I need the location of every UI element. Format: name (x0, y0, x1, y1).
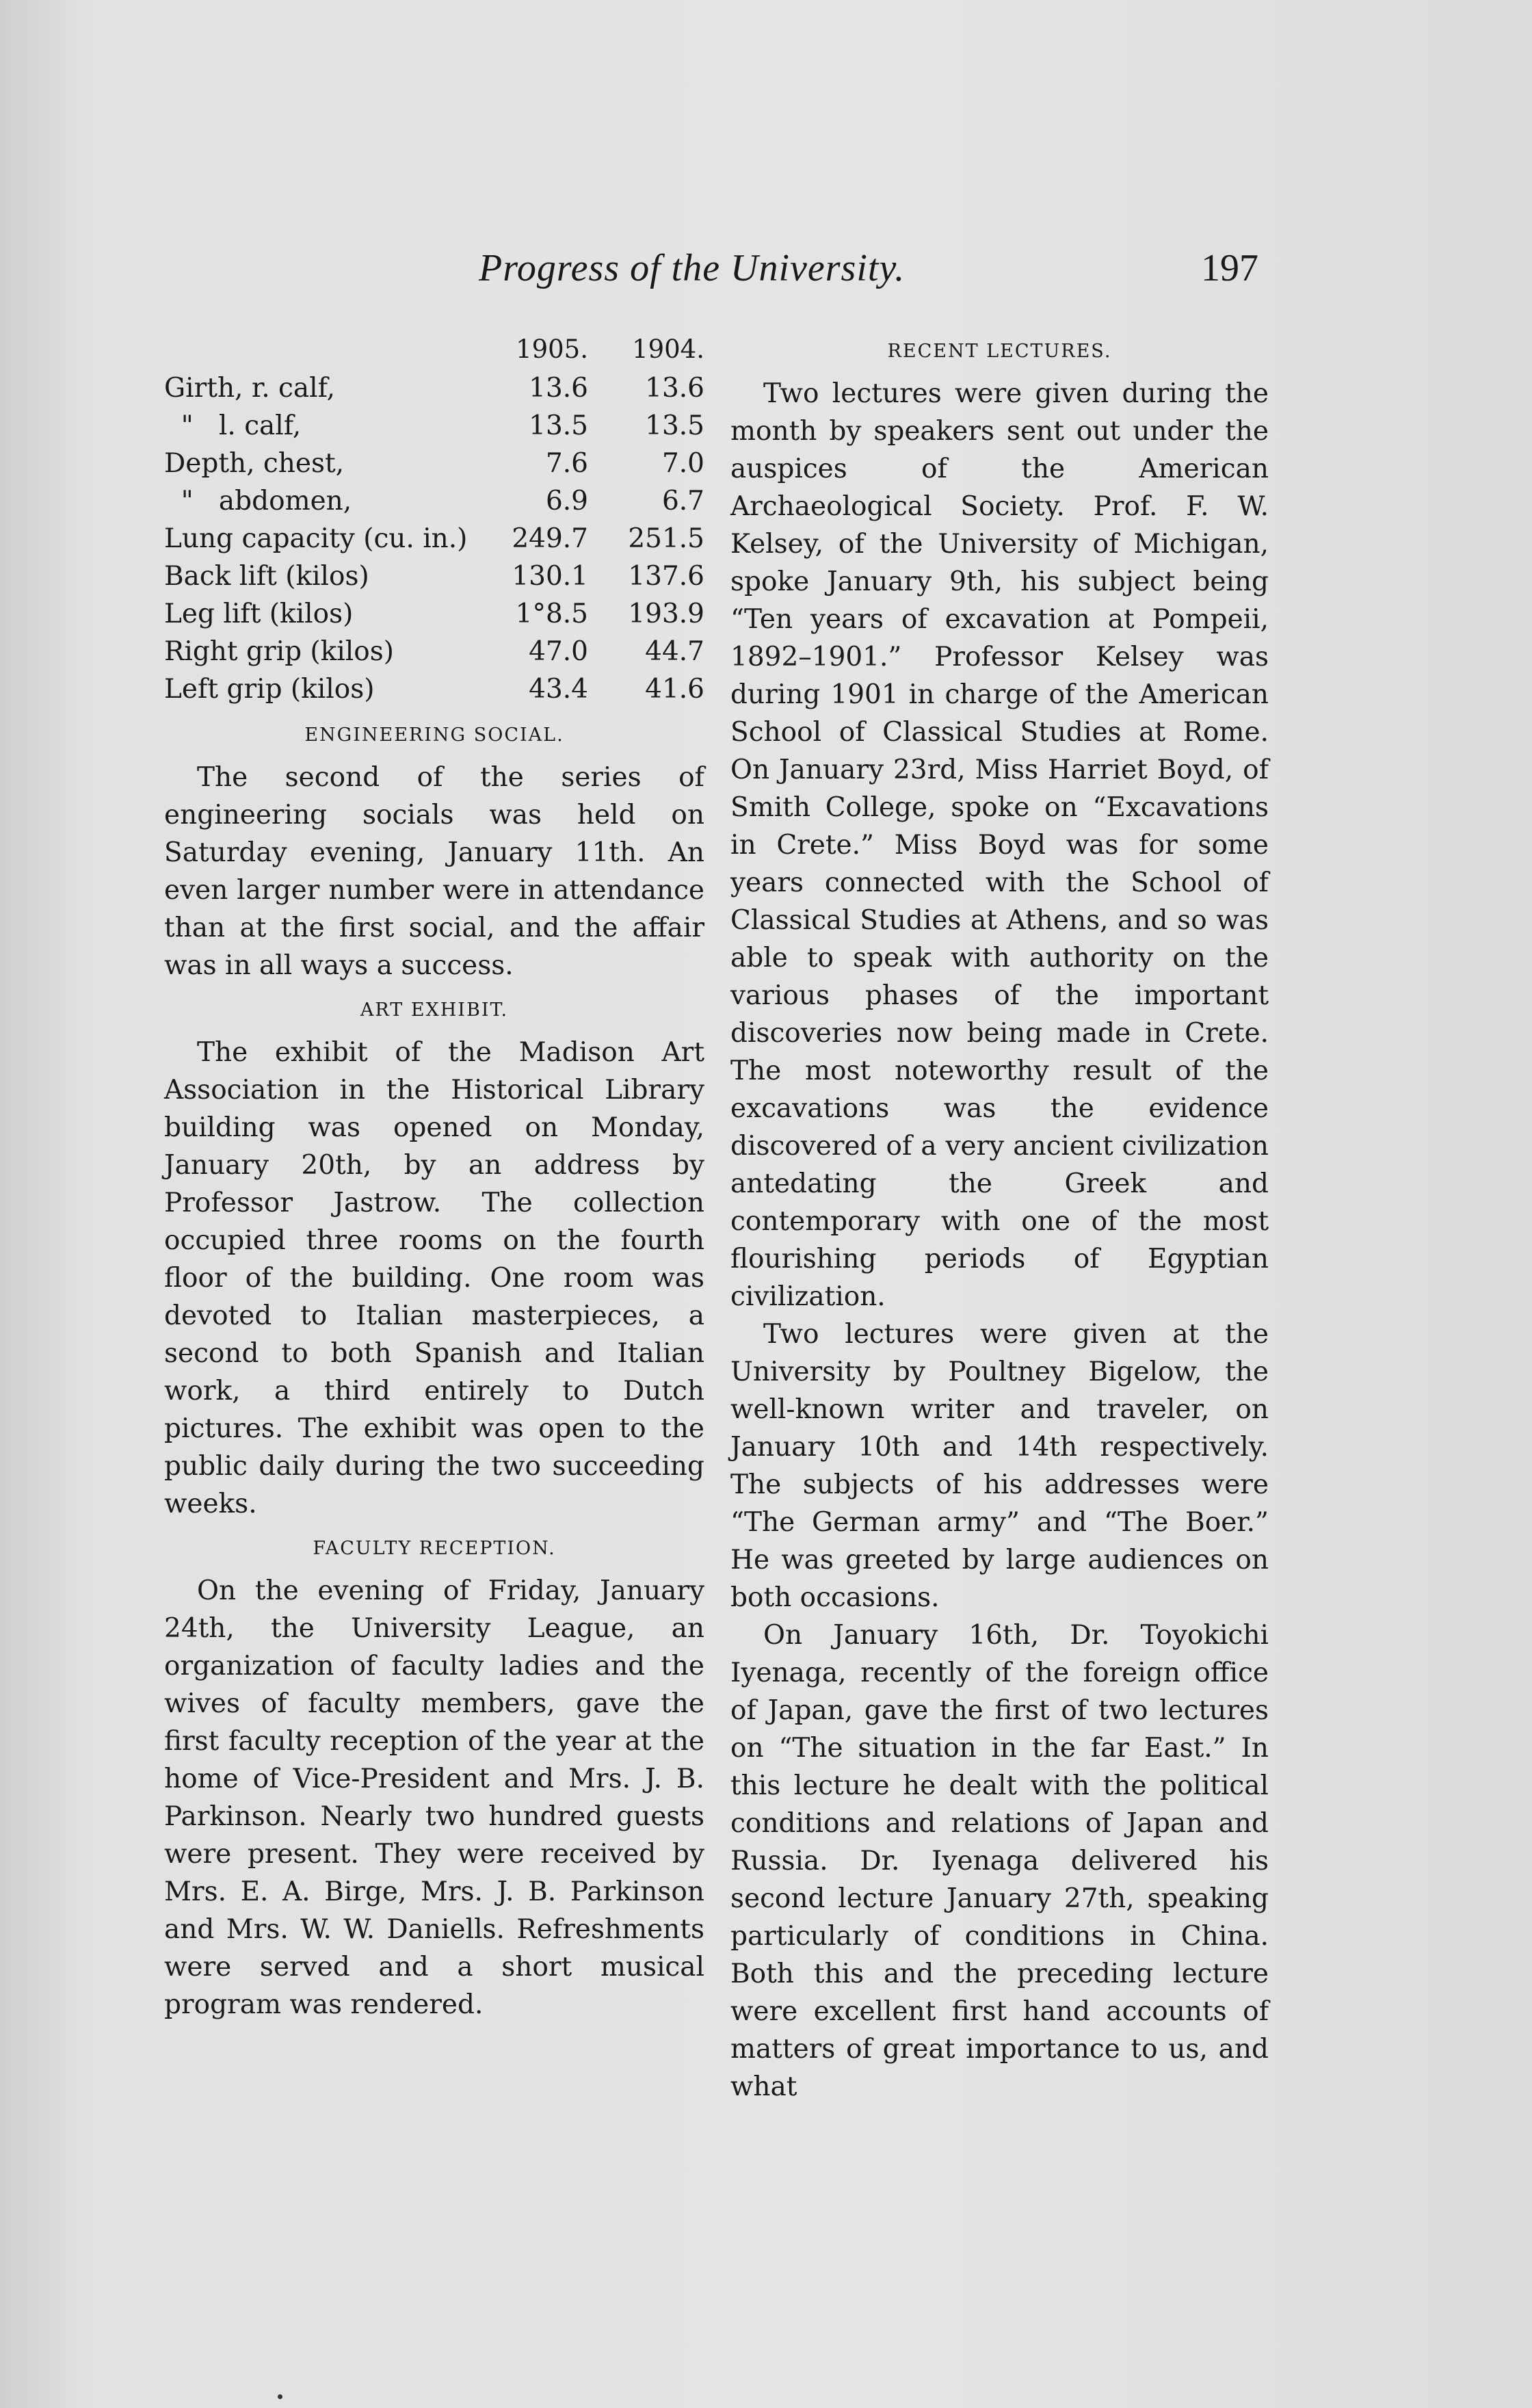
table-row (164, 407, 704, 445)
table-row (164, 520, 704, 558)
value-1904: 193.9 (628, 599, 704, 629)
right-column (730, 328, 1269, 2106)
value-1905: 6.9 (545, 486, 588, 516)
value-1904: 44.7 (645, 636, 704, 667)
value-1904: 251.5 (628, 523, 704, 554)
value-1904: 13.5 (645, 410, 704, 441)
value-1904: 41.6 (645, 674, 704, 705)
row-label: Leg lift (kilos) (164, 599, 354, 629)
row-label: " l. calf, (164, 410, 302, 441)
row-label: Girth, r. calf, (164, 373, 336, 404)
column-header-label (164, 328, 499, 369)
art-paragraph: The exhibit of the Madison Art Association in the Historical Library building was opened on Monday, January 20th, by an address by Professor Jastrow. The collection occupied three rooms on the fourth floor of the building. One room was devoted to Italian masterpieces, a second to both Spanish and Italian work, a third entirely to Dutch pictures. The exhibit was open to the public daily during the two succeeding weeks. (164, 1037, 704, 1519)
left-column (164, 328, 704, 2024)
page-number: 197 (1201, 247, 1258, 289)
section-heading-engineering: ENGINEERING SOCIAL. (304, 724, 564, 746)
value-1905: 47.0 (529, 636, 588, 667)
value-1905: 7.6 (545, 448, 588, 479)
lectures-paragraph: Two lectures were given at the University by Poultney Bigelow, the well-known writer and traveler, on January 10th and 14th respectively. The subjects of his addresses were “The German army” and “The Boer.” He was greeted by large audiences on both occasions. (730, 1319, 1269, 1613)
table-row (164, 670, 704, 708)
table-row (164, 633, 704, 670)
value-1904: 137.6 (628, 561, 704, 592)
row-label: " abdomen, (164, 486, 352, 516)
section-heading-art: ART EXHIBIT. (360, 999, 509, 1021)
engineering-paragraph: The second of the series of engineering socials was held on Saturday evening, January 11th. An even larger number were in attendance than at the first social, and the affair was in all ways a success. (164, 762, 704, 981)
value-1905: 249.7 (512, 523, 588, 554)
value-1905: 43.4 (529, 674, 588, 705)
table-row (164, 369, 704, 407)
measurements-table (164, 328, 704, 708)
table-row (164, 445, 704, 482)
table-header-row (164, 328, 704, 369)
section-heading-lectures: RECENT LECTURES. (887, 341, 1112, 362)
section-heading-faculty: FACULTY RECEPTION. (313, 1538, 556, 1559)
column-header-1904: 1904. (632, 334, 704, 364)
value-1904: 7.0 (661, 448, 704, 479)
row-label: Left grip (kilos) (164, 674, 375, 705)
lectures-paragraph: Two lectures were given during the month by speakers sent out under the auspices of the American Archaeological Society. Prof. F. W. Kelsey, of the University of Michigan, spoke January 9th, his subject being “Ten years of excavation at Pompeii, 1892–1901.” Professor Kelsey was during 1901 in charge of the American School of Classical Studies at Rome. On January 23rd, Miss Harriet Boyd, of Smith College, spoke on “Excavations in Crete.” Miss Boyd was for some years connected with the School of Classical Studies at Athens, and so was able to speak with authority on the various phases of the important discoveries now being made in Crete. The most noteworthy result of the excavations was the evidence discovered of a very ancient civilization antedating the Greek and contemporary with one of the most flourishing periods of Egyptian civilization. (730, 378, 1269, 1312)
table-row (164, 482, 704, 520)
lectures-paragraph: On January 16th, Dr. Toyokichi Iyenaga, recently of the foreign office of Japan, gave the first of two lectures on “The situation in the far East.” In this lecture he dealt with the political conditions and relations of Japan and Russia. Dr. Iyenaga delivered his second lecture January 27th, speaking particularly of conditions in China. Both this and the preceding lecture were excellent first hand accounts of matters of great importance to us, and what (730, 1620, 1269, 2102)
ink-speck (278, 2394, 282, 2399)
value-1904: 13.6 (645, 373, 704, 404)
column-header-1905: 1905. (516, 334, 588, 364)
row-label: Back lift (kilos) (164, 561, 369, 592)
row-label: Right grip (kilos) (164, 636, 394, 667)
row-label: Depth, chest, (164, 448, 345, 479)
table-row (164, 595, 704, 633)
table-row (164, 558, 704, 595)
faculty-paragraph: On the evening of Friday, January 24th, the University League, an organization of faculty ladies and the wives of faculty members, gave the first faculty reception of the year at the home of Vice-President and Mrs. J. B. Parkinson. Nearly two hundred guests were present. They were received by Mrs. E. A. Birge, Mrs. J. B. Parkinson and Mrs. W. W. Daniells. Refreshments were served and a short musical program was rendered. (164, 1575, 704, 2020)
value-1905: 13.6 (529, 373, 588, 404)
row-label: Lung capacity (cu. in.) (164, 523, 468, 554)
value-1905: 1°8.5 (515, 599, 588, 629)
page-header (164, 246, 1258, 301)
value-1905: 13.5 (529, 410, 588, 441)
value-1905: 130.1 (512, 561, 588, 592)
running-title: Progress of the University. (479, 247, 906, 289)
value-1904: 6.7 (661, 486, 704, 516)
